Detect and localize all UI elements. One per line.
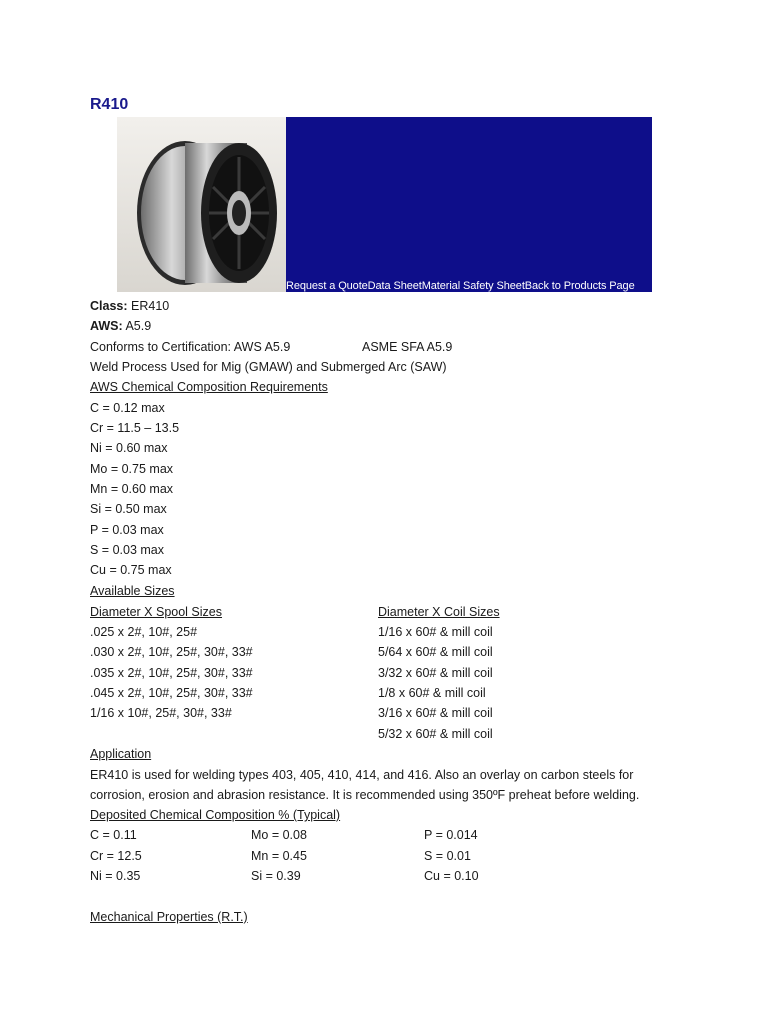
- coil-size-item: 3/16 x 60# & mill coil: [378, 706, 493, 720]
- deposited-cell: P = 0.014: [424, 828, 478, 842]
- deposited-cell: Mo = 0.08: [251, 828, 307, 842]
- banner-links: [286, 280, 635, 292]
- conforms-line: Conforms to Certification: AWS A5.9: [90, 340, 291, 354]
- request-quote-link[interactable]: Request a Quote: [286, 280, 368, 292]
- chem-req-item: S = 0.03 max: [90, 543, 164, 557]
- chem-req-item: Si = 0.50 max: [90, 502, 167, 516]
- chem-req-item: P = 0.03 max: [90, 523, 164, 537]
- wire-spool-icon: [117, 117, 286, 292]
- application-text-line: ER410 is used for welding types 403, 405, 410, 414, and 416. Also an overlay on carbon steels for: [90, 768, 634, 782]
- aws-line: [90, 318, 151, 334]
- spool-size-item: .035 x 2#, 10#, 25#, 30#, 33#: [90, 666, 253, 680]
- deposited-cell: C = 0.11: [90, 828, 137, 842]
- application-text-line: corrosion, erosion and abrasion resistance. It is recommended using 350ºF preheat before welding.: [90, 788, 640, 802]
- chem-req-item: C = 0.12 max: [90, 401, 165, 415]
- class-line: [90, 298, 169, 314]
- aws-value: A5.9: [125, 319, 152, 333]
- chem-req-item: Mn = 0.60 max: [90, 482, 174, 496]
- deposited-cell: Ni = 0.35: [90, 869, 141, 883]
- spool-size-item: 1/16 x 10#, 25#, 30#, 33#: [90, 706, 232, 720]
- class-value: ER410: [131, 299, 170, 313]
- chem-req-item: Cr = 11.5 – 13.5: [90, 421, 180, 435]
- data-sheet-link[interactable]: Data Sheet: [367, 280, 422, 292]
- page-title: R410: [90, 96, 129, 113]
- spool-size-item: .045 x 2#, 10#, 25#, 30#, 33#: [90, 686, 253, 700]
- deposited-cell: S = 0.01: [424, 849, 471, 863]
- chem-requirements-heading: AWS Chemical Composition Requirements: [90, 380, 328, 394]
- deposited-cell: Si = 0.39: [251, 869, 301, 883]
- back-to-products-link[interactable]: Back to Products Page: [524, 280, 635, 292]
- chem-req-item: Mo = 0.75 max: [90, 462, 174, 476]
- spool-sizes-heading: Diameter X Spool Sizes: [90, 605, 223, 619]
- coil-size-item: 1/16 x 60# & mill coil: [378, 625, 493, 639]
- product-banner: [117, 117, 652, 292]
- coil-size-item: 5/64 x 60# & mill coil: [378, 645, 493, 659]
- available-sizes-heading: Available Sizes: [90, 584, 175, 598]
- deposited-cell: Cr = 12.5: [90, 849, 142, 863]
- asme-cert: ASME SFA A5.9: [362, 340, 453, 354]
- coil-sizes-heading: Diameter X Coil Sizes: [378, 605, 500, 619]
- coil-size-item: 5/32 x 60# & mill coil: [378, 727, 493, 741]
- chem-req-item: Cu = 0.75 max: [90, 563, 172, 577]
- coil-size-item: 1/8 x 60# & mill coil: [378, 686, 486, 700]
- aws-label: AWS:: [90, 319, 123, 333]
- spool-size-item: .025 x 2#, 10#, 25#: [90, 625, 198, 639]
- deposited-composition-heading: Deposited Chemical Composition % (Typical): [90, 808, 341, 822]
- coil-size-item: 3/32 x 60# & mill coil: [378, 666, 493, 680]
- chem-req-item: Ni = 0.60 max: [90, 441, 168, 455]
- deposited-cell: Cu = 0.10: [424, 869, 479, 883]
- wire-spool-image: [117, 117, 286, 292]
- deposited-cell: Mn = 0.45: [251, 849, 307, 863]
- class-label: Class:: [90, 299, 128, 313]
- mechanical-properties-heading: Mechanical Properties (R.T.): [90, 910, 248, 924]
- weld-process-line: Weld Process Used for Mig (GMAW) and Submerged Arc (SAW): [90, 360, 447, 374]
- spool-size-item: .030 x 2#, 10#, 25#, 30#, 33#: [90, 645, 253, 659]
- material-safety-sheet-link[interactable]: Material Safety Sheet: [421, 280, 525, 292]
- application-heading: Application: [90, 747, 152, 761]
